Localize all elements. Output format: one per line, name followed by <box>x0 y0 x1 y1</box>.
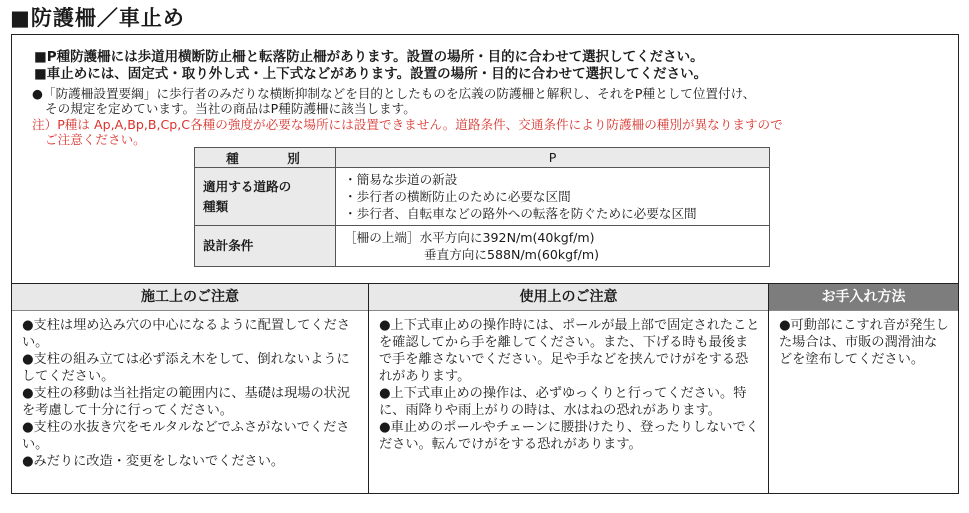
spec-value-design <box>336 226 770 267</box>
spec-road-item: ・歩行者、自転車などの路外への転落を防ぐために必要な区間 <box>344 206 697 221</box>
caution-line-1: 注）P種は Ap,A,Bp,B,Cp,C各種の強度が必要な場所には設置できません。道路条件、交通条件により防護柵の種別が異なりますので <box>32 117 783 132</box>
usage-notes-column <box>369 284 769 493</box>
maintenance-title: お手入れ方法 <box>769 284 958 311</box>
lead-line-bollard: ■車止めには、固定式・取り外し式・上下式などがあります。設置の場所・目的に合わせて選択してください。 <box>34 66 708 82</box>
note-line-1: ●「防護柵設置要綱」に歩行者のみだりな横断抑制などを目的としたものを広義の防護柵と解釈し、それをP種として位置付け、 <box>32 86 756 101</box>
spec-label-road-type-b: 種類 <box>203 198 229 214</box>
spec-label-road-type-a: 適用する道路の <box>203 178 292 194</box>
list-item: ●車止めのポールやチェーンに腰掛けたり、登ったりしないでください。転んでけがをする恐れがあります。 <box>379 420 759 452</box>
spec-header-type: 種 別 <box>195 148 336 168</box>
spec-road-item: ・簡易な歩道の新設 <box>344 172 458 187</box>
lead-line-guard-fence: ■P種防護柵には歩道用横断防止柵と転落防止柵があります。設置の場所・目的に合わせて選択してください。 <box>34 49 704 65</box>
list-item: ●支柱は埋め込み穴の中心になるように配置してください。 <box>22 318 351 350</box>
construction-notes-list <box>12 311 368 470</box>
page-title: ■防護柵／車止め <box>10 6 185 30</box>
usage-notes-title: 使用上のご注意 <box>369 284 768 311</box>
spec-row-road-type <box>195 168 770 226</box>
overview-section <box>12 35 958 284</box>
spec-label-road-type <box>195 168 336 226</box>
spec-row-design <box>195 226 770 267</box>
design-condition-vertical: 垂直方向に588N/m(60kgf/m) <box>424 247 600 262</box>
list-item: ●可動部にこすれ音が発生した場合は、市販の潤滑油などを塗布してください。 <box>779 318 949 367</box>
note-line-2: その規定を定めています。当社の商品はP種防護柵に該当します。 <box>45 101 416 116</box>
content-frame <box>11 34 959 494</box>
caution-line-2: ご注意ください。 <box>45 132 146 147</box>
spec-table <box>194 147 770 267</box>
list-item: ●上下式車止めの操作時には、ポールが最上部で固定されたことを確認してから手を離してください。また、下げる時も最後まで手を離さないでください。足や手などを挟んでけがをする恐れがあります。 <box>379 318 760 384</box>
spec-value-road-type <box>336 168 770 226</box>
spec-label-design: 設計条件 <box>195 226 336 267</box>
maintenance-column <box>769 284 958 493</box>
spec-header-row <box>195 148 770 168</box>
list-item: ●みだりに改造・変更をしないでください。 <box>22 454 285 469</box>
spec-header-p: P <box>336 148 770 168</box>
construction-notes-column <box>12 284 369 493</box>
list-item: ●支柱の組み立ては必ず添え木をして、倒れないようにしてください。 <box>22 352 350 384</box>
maintenance-list <box>769 311 958 368</box>
construction-notes-title: 施工上のご注意 <box>12 284 368 311</box>
spec-road-item: ・歩行者の横断防止のために必要な区間 <box>344 189 571 204</box>
usage-notes-list <box>369 311 768 453</box>
list-item: ●支柱の水抜き穴をモルタルなどでふさがないでください。 <box>22 420 350 452</box>
list-item: ●上下式車止めの操作は、必ずゆっくりと行ってください。特に、雨降りや雨上がりの時は、水はねの恐れがあります。 <box>379 386 747 418</box>
list-item: ●支柱の移動は当社指定の範囲内に、基礎は現場の状況を考慮して十分に行ってください。 <box>22 386 351 418</box>
design-condition-horizontal: ［柵の上端］水平方向に392N/m(40kgf/m) <box>344 230 595 245</box>
